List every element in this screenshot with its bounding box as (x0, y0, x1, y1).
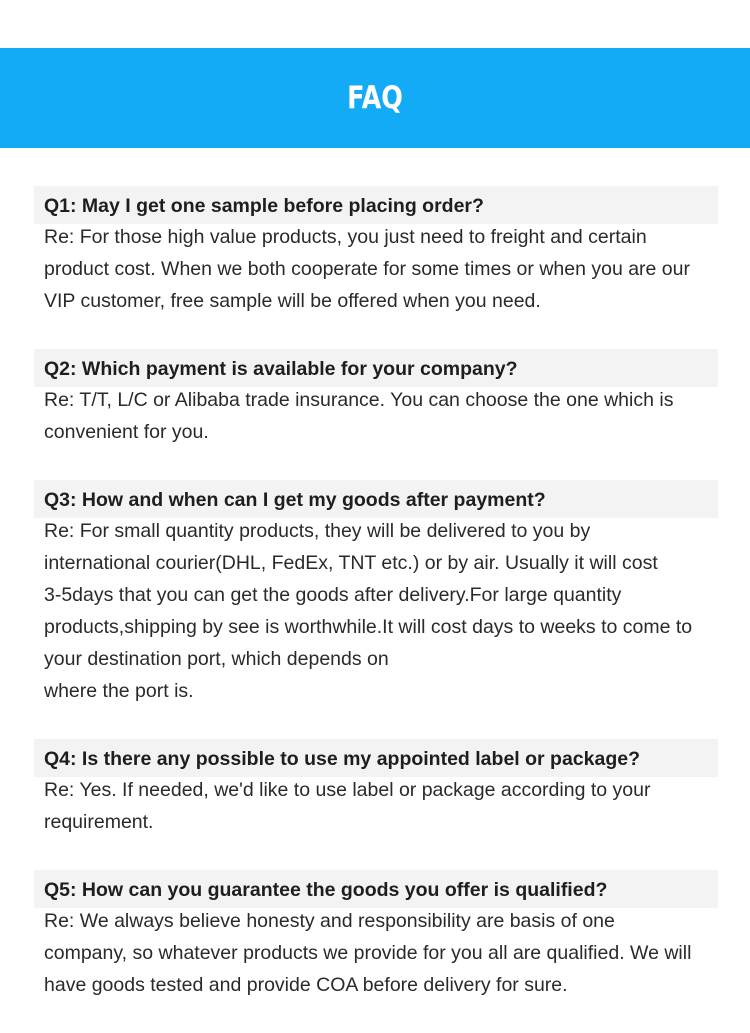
faq-answer (34, 384, 718, 448)
answer-line: where the port is. (44, 680, 194, 702)
faq-item-5 (34, 870, 718, 1001)
answer-line: convenient for you. (44, 421, 209, 443)
answer-line: requirement. (44, 811, 154, 833)
page-title: FAQ (347, 80, 403, 116)
faq-answer (34, 774, 718, 838)
faq-question: Q3: How and when can I get my goods after payment? (34, 480, 718, 518)
faq-item-1 (34, 186, 718, 317)
answer-line: Re: For small quantity products, they will be delivered to you by (44, 520, 591, 542)
answer-line: Re: Yes. If needed, we'd like to use label or package according to your (44, 779, 651, 801)
answer-line: Re: For those high value products, you just need to freight and certain (44, 226, 647, 248)
faq-banner (0, 48, 750, 148)
faq-answer (34, 905, 718, 1001)
answer-line: Re: We always believe honesty and responsibility are basis of one (44, 910, 615, 932)
answer-line: products,shipping by see is worthwhile.It will cost days to weeks to come to (44, 616, 693, 638)
faq-item-3 (34, 480, 718, 707)
faq-item-2 (34, 349, 718, 448)
answer-line: 3-5days that you can get the goods after delivery.For large quantity (44, 584, 622, 606)
answer-line: have goods tested and provide COA before delivery for sure. (44, 974, 568, 996)
answer-line: your destination port, which depends on (44, 648, 389, 670)
answer-line: company, so whatever products we provide for you all are qualified. We will (44, 942, 692, 964)
faq-question: Q4: Is there any possible to use my appointed label or package? (34, 739, 718, 777)
faq-question: Q1: May I get one sample before placing order? (34, 186, 718, 224)
faq-list (34, 186, 718, 1001)
answer-line: Re: T/T, L/C or Alibaba trade insurance. You can choose the one which is (44, 389, 674, 411)
answer-line: international courier(DHL, FedEx, TNT etc.) or by air. Usually it will cost (44, 552, 658, 574)
faq-question: Q5: How can you guarantee the goods you offer is qualified? (34, 870, 718, 908)
faq-item-4 (34, 739, 718, 838)
faq-question: Q2: Which payment is available for your company? (34, 349, 718, 387)
faq-answer (34, 515, 718, 707)
faq-answer (34, 221, 718, 317)
answer-line: VIP customer, free sample will be offered when you need. (44, 290, 541, 312)
answer-line: product cost. When we both cooperate for some times or when you are our (44, 258, 690, 280)
